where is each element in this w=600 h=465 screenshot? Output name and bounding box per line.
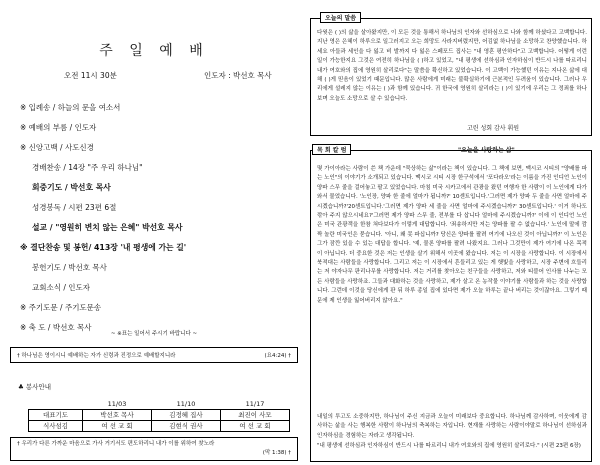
service-duty-title: ♣ 봉사안내 xyxy=(18,383,52,391)
pastor-column-tag: 목 회 칼 럼 xyxy=(312,144,351,155)
table-row xyxy=(29,410,290,421)
order-item: ※ 축 도 / 박선호 목사 xyxy=(20,323,92,332)
table-header-cell: 11/17 xyxy=(220,399,289,410)
prayer-box xyxy=(10,437,298,461)
order-item: ※ 주기도문 / 주기도문송 xyxy=(20,303,102,312)
todays-word-box xyxy=(310,18,592,136)
pastor-column-text: 몇 가이아라는 사람이 쓴 책 가운데 "묵상하는 삶"이라는 책이 있습니다. 그 책에 보면, 맥시코 시티의 "양배를 파는 노인"의 이야기가 소개되고 있습니다. 맥시코 시티 시장 한구석에서 '포다라오'라는 이름을 가진 인디언 노인이 양파 스무 줄을 걸어놓고 팔고 있었습니다. 마침 미국 시카고에서 관광을 왔던 여행자 한 사람이 이 노인에게 다가와서 물었습니다. '노인장, 양파 한 줄에 얼마가 됩니까?' 10센트입니다.'그러면 제가 양파 두 줄을 사면 얼마에 주시겠습니까?'20센트입니다.'그러면 제가 양파 세 줄을 사면 얼마에 주시겠습니까?' 30센트입니다.' 이거 하나도 깎아 주지 않으시네요?'그러면 제가 양파 스무 줄, 전부를 다 삽니다 얼마에 주시겠습니까?' 이에 이 인디언 노인은 미국 관광객을 한참 쳐다보다가 이렇게 대답합니다. '죄송하지만 저는 양파를 팔 수 없습니다.' 노인에 말에 깜짝 놀란 미국인은 묻습니다. '아니, 왜 못 파십니까? 당신은 양파를 팔려 여기에 나오신 것이 아닙니까?' 이 노인은 그가 잠깐 있을 수 있는 대답을 합니다. '예, 물론 양파를 팔려 나왔지요. 그러나 그것만이 제가 여기에 나온 목적이 아닙니다. 더 중요한 것은 저는 인생을 살기 위해서 이곳에 왔습니다. 저는 이 시장을 사랑합니다. 이 시장에서 북적대는 사람들을 사랑합니다. 그리고 저는 이 시장에서 흔들리고 있는 게 햇빛을 사랑하고, 시장 주변에 흐들리는 저 야자나무 판리나무를 사랑합니다. 저는 거리를 찾아오는 친구들을 사랑하고, 저와 티블어 인사를 나누는 모든 사람들을 사랑하죠. 그들과 대화하는 것을 사랑하고, 제가 살고 온 농작물 이야기를 사람들과 하는 것을 사랑합니다. 그런데 이것을 당신에게 판 뒤 하루 종일 집에 있다면 제가 오늘 하루는 끝나 버리는 것이잖아요. 그렇기 때문에 제 인생을 잃어버리지 않아요." xyxy=(317,166,587,304)
table-cell: 최진이 사모 xyxy=(220,410,289,421)
worship-time: 오전 11시 30분 xyxy=(64,71,117,80)
service-duty-table xyxy=(28,399,290,432)
worship-leader: 인도자 : 박선호 목사 xyxy=(204,71,272,80)
verse-reference: (요4:24) † xyxy=(264,353,291,359)
todays-word-tag: 오늘의 말씀 xyxy=(320,12,361,23)
table-cell: 여 선 교 회 xyxy=(83,421,152,432)
verse-text: † 하나님은 영이시니 예배하는 자가 신령과 진정으로 예배할지니라 xyxy=(17,353,176,359)
order-item: ※ 신앙고백 / 사도신경 xyxy=(20,143,94,152)
column-panel xyxy=(308,6,594,461)
order-item: 설교 / "영원히 변치 않는 은혜" 박선호 목사 xyxy=(32,223,183,232)
order-item: 경배찬송 / 14장 "주 우리 하나님" xyxy=(32,163,143,172)
todays-word-signature: 고린 성회 감사 휘원 xyxy=(467,125,520,132)
table-header-cell xyxy=(29,399,83,410)
order-item: ※ 예배의 부름 / 인도자 xyxy=(20,123,97,132)
prayer-text: † 우리가 다른 가까운 마음으로 가사 거기서도 편도하리니 내가 이를 위하여 찾노라 xyxy=(17,441,215,447)
pastor-column-title: "오늘을 사랑하는 삶" xyxy=(458,147,515,154)
todays-word-text: 다윗은 ( )의 삶을 살아왔지만, 이 모든 것을 통해서 하나님의 인자와 선하심으로 나와 함께 하셨다고 고백합니다. 지난 영은 은혜이 하루으로 일그러지고 오는 희망도 사라지버렸지만, 어김없 하나님을 소망하고 찬양했습니다. 하세요 아들과 세인을 다 잃고 비 발까지 다 잃은 스페포드 집사는 "내 영혼 평안하다"고 고백합니다. 어떻게 이런 일이 가능한지요 그것은 여전히 하나님을 ( )하고 있었고, "내 평생에 선하심과 인자하심이 반드시 나를 따르리니 내가 여호와의 집에 영원히 살리로다"는 말씀을 확신하고 있었습니다. 이 고백이 가능했던 이유는 지나온 삶에 대해 ( )게 믿음이 있었기 때문입니다. 많은 사람에게 미래는 불확실하기에 근본적인 두려움이 있습니다. 그러나 우리에게 설레지 않는 이유는 ( )과 함께 있습니다. 귀 한국에 영원히 살리라는 ( )이 있기에 우리는 그 정죄를 하나보며 오늘도 소망으로 살 수 있습니다. xyxy=(317,30,587,102)
table-cell: 대표기도 xyxy=(29,410,83,421)
table-header-cell: 11/10 xyxy=(152,399,221,410)
order-item: 봉헌기도 / 박선호 목사 xyxy=(32,263,107,272)
table-cell: 여 선 교 회 xyxy=(220,421,289,432)
table-cell: 김현식 권사 xyxy=(152,421,221,432)
table-cell: 김정혜 집사 xyxy=(152,410,221,421)
order-item: 성경봉독 / 시편 23편 6절 xyxy=(32,203,117,212)
table-header-row xyxy=(29,399,290,410)
page-title: 주 일 예 배 xyxy=(99,43,209,59)
worship-order-panel xyxy=(8,6,300,461)
prayer-reference: (막 1:38) † xyxy=(262,450,291,456)
verse-box xyxy=(10,347,298,363)
standing-note: ~ ※표는 일어서 주시기 바랍니다 ~ xyxy=(110,331,198,337)
table-cell: 식사섬김 xyxy=(29,421,83,432)
table-cell: 박선호 목사 xyxy=(83,410,152,421)
order-item: ※ 입례송 / 하늘의 문을 여소서 xyxy=(20,103,121,112)
pastor-column-closing-verse: "내 평생에 선하심과 인자하심이 반드시 나를 따르리니 내가 여호와의 집에 영원히 살리로다." (시편 23편 6장) xyxy=(317,443,581,449)
table-row xyxy=(29,421,290,432)
order-item: ※ 결단찬송 및 봉헌/ 413장 '내 평생에 가는 길' xyxy=(20,243,187,252)
pastor-column-box xyxy=(310,150,592,462)
table-header-cell: 11/03 xyxy=(83,399,152,410)
pastor-column-conclusion: 내일의 투고도 소중하지만, 하나님이 주신 지금과 오늘이 미래보다 중요합니다. 하나님께 감사하며, 이웃에게 감사하는 삶을 사는 행복한 사람이 하나님의 축복하는 자입니다. 현재를 사랑하는 사람이야말로 하나님이 선하심과 인자하심을 경험하는 자라고 생각됩니다. xyxy=(317,414,587,439)
order-item: 회중기도 / 박선호 목사 xyxy=(32,183,111,192)
order-item: 교회소식 / 인도자 xyxy=(32,283,91,292)
